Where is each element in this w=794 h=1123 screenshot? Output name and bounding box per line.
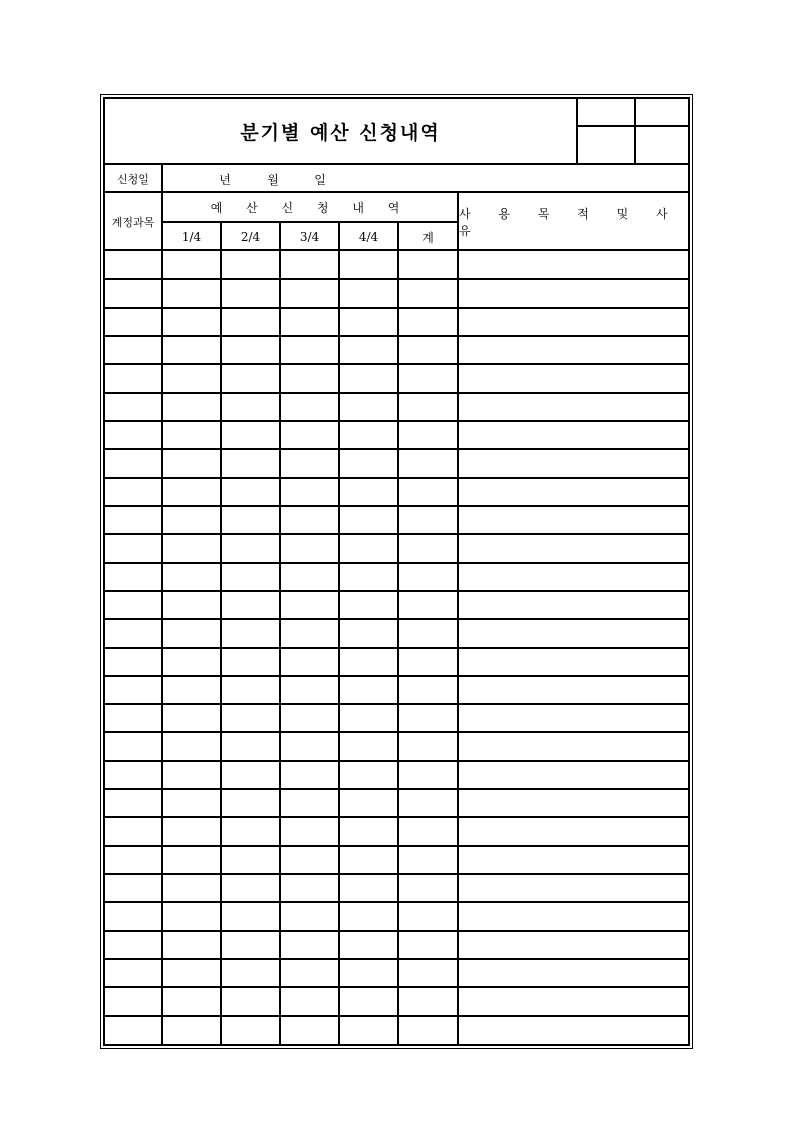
total-label: 계 xyxy=(422,230,434,245)
quarter-4-label: 4/4 xyxy=(358,230,379,244)
table-row[interactable] xyxy=(105,874,688,902)
table-row[interactable] xyxy=(105,336,688,364)
title-area xyxy=(105,99,576,163)
date-label-divider xyxy=(161,165,163,191)
table-row[interactable] xyxy=(105,308,688,336)
table-row[interactable] xyxy=(105,619,688,647)
data-rows xyxy=(105,251,688,1044)
table-row[interactable] xyxy=(105,393,688,421)
table-row[interactable] xyxy=(105,421,688,449)
table-row[interactable] xyxy=(105,648,688,676)
table-row[interactable] xyxy=(105,817,688,845)
table-row[interactable] xyxy=(105,732,688,760)
table-row[interactable] xyxy=(105,676,688,704)
table-row[interactable] xyxy=(105,591,688,619)
table-row[interactable] xyxy=(105,959,688,987)
table-row[interactable] xyxy=(105,251,688,279)
table-row[interactable] xyxy=(105,931,688,959)
table-row[interactable] xyxy=(105,987,688,1015)
table-row[interactable] xyxy=(105,478,688,506)
quarter-2-label: 2/4 xyxy=(240,230,261,244)
approval-boxes xyxy=(576,99,688,163)
budget-header: 예 산 신 청 내 역 xyxy=(210,200,410,215)
approval-divider-horizontal xyxy=(578,125,690,127)
date-year-label: 년 xyxy=(219,172,231,187)
date-month-label: 월 xyxy=(267,172,279,187)
table-row[interactable] xyxy=(105,902,688,930)
table-row[interactable] xyxy=(105,449,688,477)
approval-divider-vertical xyxy=(634,99,636,163)
date-day-label: 일 xyxy=(314,172,326,187)
table-row[interactable] xyxy=(105,534,688,562)
date-label: 신청일 xyxy=(117,173,149,186)
table-row[interactable] xyxy=(105,846,688,874)
budget-request-form xyxy=(103,97,690,1046)
table-row[interactable] xyxy=(105,761,688,789)
account-label: 계정과목 xyxy=(111,216,155,229)
table-row[interactable] xyxy=(105,506,688,534)
table-row[interactable] xyxy=(105,704,688,732)
purpose-header: 사 용 목 적 및 사 유 xyxy=(459,207,680,238)
form-title: 분기별 예산 신청내역 xyxy=(240,121,441,144)
table-row[interactable] xyxy=(105,563,688,591)
table-row[interactable] xyxy=(105,789,688,817)
table-row[interactable] xyxy=(105,364,688,392)
table-row[interactable] xyxy=(105,1016,688,1044)
table-row[interactable] xyxy=(105,279,688,307)
quarter-3-label: 3/4 xyxy=(299,230,320,244)
quarter-1-label: 1/4 xyxy=(181,230,202,244)
title-divider xyxy=(105,163,688,165)
